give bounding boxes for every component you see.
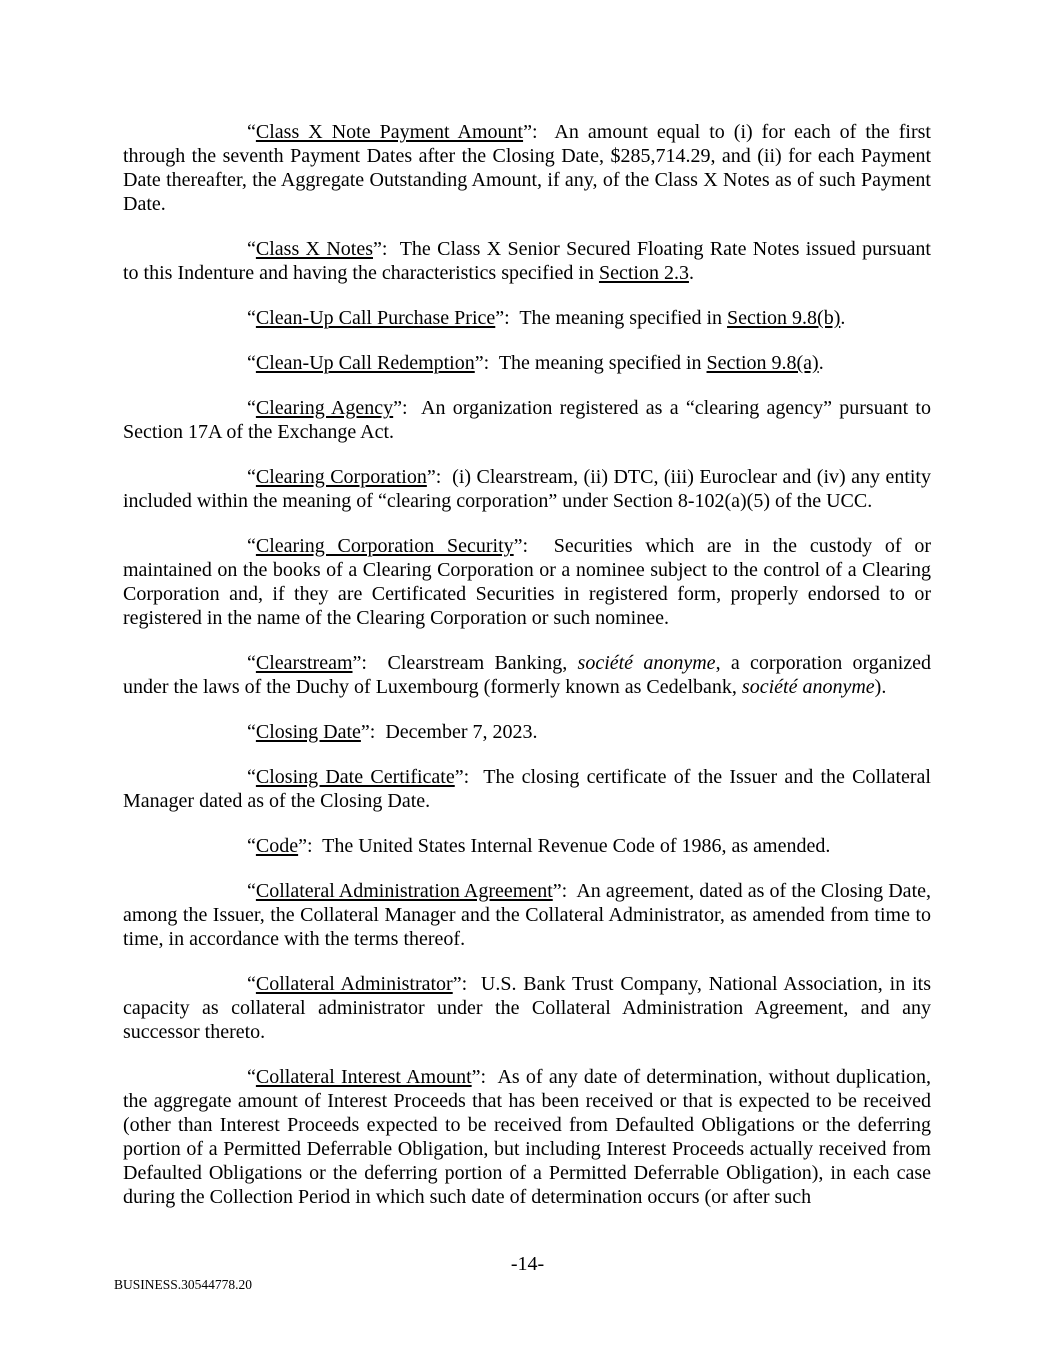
paragraph-text: . (688, 262, 694, 284)
paragraph-text: “ (247, 397, 256, 419)
paragraph (123, 465, 931, 513)
page-number: -14- (510, 1253, 545, 1275)
paragraph-text: ”: (i) Clearstream, (ii) DTC, (iii) Euroclear and (iv) any entity included within the meaning of “clearing corporation” under Section 8-102(a)(5) of the UCC. (123, 466, 931, 512)
paragraph-text: . (840, 307, 846, 329)
paragraph-text: “ (247, 238, 256, 260)
paragraph-text: ”: Clearstream Banking, (352, 652, 578, 674)
paragraph-text: “ (247, 721, 256, 743)
defined-term: Clearing Agency (255, 397, 394, 419)
paragraph-text: “ (247, 535, 256, 557)
paragraph (123, 396, 931, 444)
paragraph-text: “ (247, 1066, 256, 1088)
defined-term: Clearing Corporation Security (255, 535, 514, 557)
paragraph-text: ”: An organization registered as a “clearing agency” pursuant to Section 17A of the Exchange Act. (123, 397, 931, 443)
paragraph-text: “ (247, 352, 256, 374)
paragraph-text: ”: The meaning specified in (474, 352, 707, 374)
section-reference: Section 9.8(a) (706, 352, 819, 374)
paragraph-text: “ (247, 835, 256, 857)
paragraph (123, 879, 931, 951)
paragraph-text: “ (247, 973, 256, 995)
defined-term: Closing Date Certificate (255, 766, 455, 788)
defined-term: Clean-Up Call Purchase Price (255, 307, 496, 329)
defined-term: Class X Note Payment Amount (255, 121, 524, 143)
paragraph-text: ”: Securities which are in the custody of or maintained on the books of a Clearing Corporation or a nominee subject to the control of a Clearing Corporation and, if they are Certificated Securities in registered form, properly endorsed to or registered in the name of the Clearing Corporation or such nominee. (123, 535, 932, 629)
paragraph-text: . (818, 352, 824, 374)
defined-term: Collateral Interest Amount (255, 1066, 472, 1088)
paragraph-text: , a corporation organized under the laws of the Duchy of Luxembourg (formerly known as Cedelbank, (123, 652, 931, 698)
defined-term: Class X Notes (255, 238, 373, 260)
paragraph (123, 534, 931, 630)
paragraph-text: “ (247, 307, 256, 329)
section-reference: Section 2.3 (598, 262, 689, 284)
paragraph (123, 351, 931, 375)
paragraph-text: “ (247, 121, 256, 143)
defined-term: Collateral Administration Agreement (255, 880, 553, 902)
paragraph-text: ”: As of any date of determination, without duplication, the aggregate amount of Interest Proceeds that has been received or that is expected to be received (other than Interest Proceeds expected to be received from Defaulted Obligations or the deferring portion of a Permitted Deferrable Obligation, but including Interest Proceeds actually received from Defaulted Obligations or the deferring portion of a Permitted Deferrable Obligation), in each case during the Collection Period in which such date of determination occurs (or after such (123, 1066, 932, 1208)
defined-term: Clearing Corporation (255, 466, 427, 488)
paragraph (123, 720, 931, 744)
paragraph-text: “ (247, 766, 256, 788)
paragraph-text: ”: December 7, 2023. (360, 721, 538, 743)
defined-term: Closing Date (255, 721, 361, 743)
paragraph-text: ”: The Class X Senior Secured Floating Rate Notes issued pursuant to this Indenture and having the characteristics specified in (123, 238, 931, 284)
paragraph-text: ). (874, 676, 887, 698)
paragraph (123, 237, 931, 285)
paragraph-text: “ (247, 466, 256, 488)
defined-term: Clearstream (255, 652, 353, 674)
paragraph-text: ”: An agreement, dated as of the Closing Date, among the Issuer, the Collateral Manager and the Collateral Administrator, as amended from time to time, in accordance with the terms thereof. (123, 880, 931, 950)
italic-phrase: société anonyme (577, 652, 716, 674)
defined-term: Collateral Administrator (255, 973, 453, 995)
defined-term: Code (255, 835, 299, 857)
paragraph (123, 651, 931, 699)
paragraph (123, 765, 931, 813)
paragraph-text: ”: An amount equal to (i) for each of the first through the seventh Payment Dates after the Closing Date, $285,714.29, and (ii) for each Payment Date thereafter, the Aggregate Outstanding Amount, if any, of the Class X Notes as of such Payment Date. (123, 121, 931, 215)
paragraph (123, 306, 931, 330)
paragraph (123, 972, 931, 1044)
paragraph (123, 834, 931, 858)
paragraph-text: ”: The meaning specified in (495, 307, 728, 329)
section-reference: Section 9.8(b) (727, 307, 841, 329)
document-id-footer: BUSINESS.30544778.20 (114, 1277, 253, 1292)
paragraph-text: ”: The closing certificate of the Issuer and the Collateral Manager dated as of the Closing Date. (123, 766, 931, 812)
paragraph-text: “ (247, 880, 256, 902)
paragraph-text: ”: The United States Internal Revenue Code of 1986, as amended. (298, 835, 831, 857)
paragraph-text: ”: U.S. Bank Trust Company, National Association, in its capacity as collateral administrator under the Collateral Administration Agreement, and any successor thereto. (123, 973, 931, 1043)
paragraph (123, 1065, 931, 1209)
document-body (123, 120, 931, 1209)
paragraph (123, 120, 931, 216)
paragraph-text: “ (247, 652, 256, 674)
italic-phrase: société anonyme (741, 676, 875, 698)
defined-term: Clean-Up Call Redemption (255, 352, 475, 374)
